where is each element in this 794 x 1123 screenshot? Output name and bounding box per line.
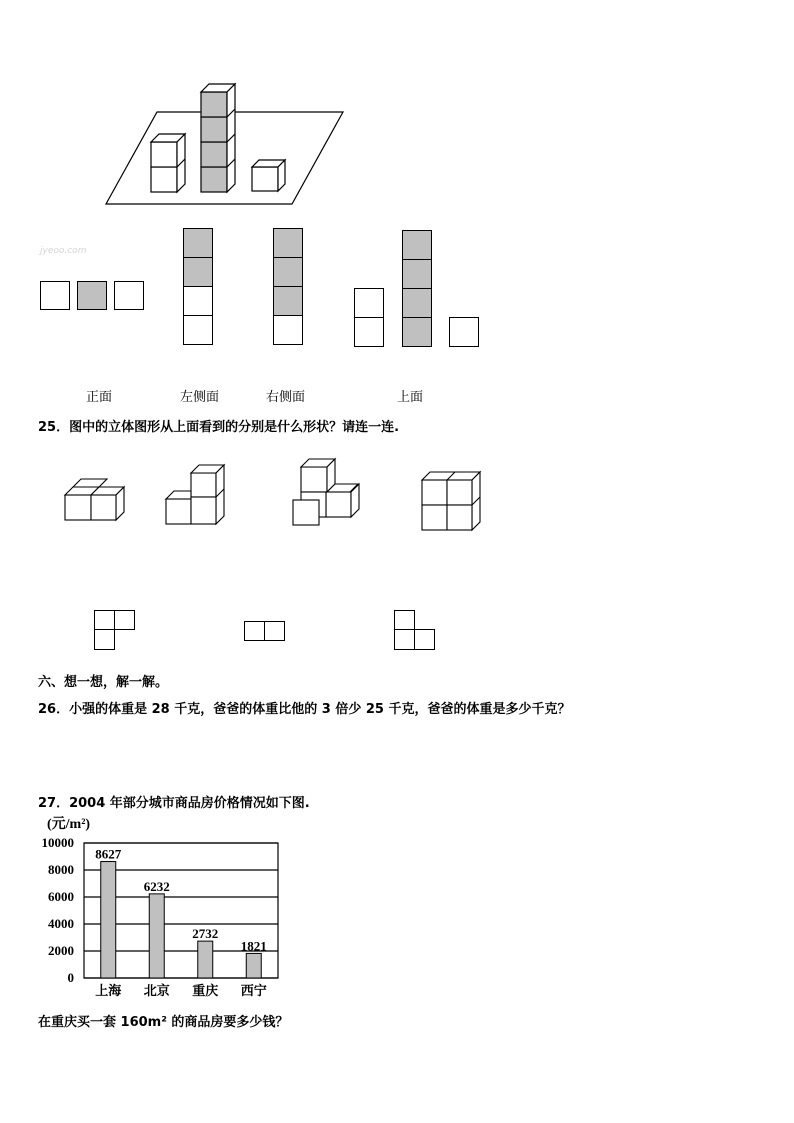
bar-value-label: 1821 [240,938,267,954]
chart-bar [246,953,261,978]
section6-title: 六、想一想，解一解。 [38,675,169,690]
q25-number: 25． [38,420,70,435]
y-axis-label: (元/m²) [47,817,91,832]
q27-question: 在重庆买一套 160m² 的商品房要多少钱？ [38,1015,289,1030]
y-tick-label: 0 [67,970,74,985]
watermark: jyeoo.com [40,246,87,256]
q27-body: 2004 年部分城市商品房价格情况如下图. [69,796,310,811]
q27-number: 27． [38,796,70,811]
chart-bar [101,862,116,978]
chart-bar [198,941,213,978]
bar-value-label: 8627 [95,846,122,862]
label-right: 右侧面 [266,390,306,405]
q26-number: 26． [38,702,70,717]
y-tick-label: 2000 [48,943,74,958]
y-tick-label: 8000 [48,862,74,877]
q26-body: 小强的体重是 28 千克，爸爸的体重比他的 3 倍少 25 千克，爸爸的体重是多少千克？ [69,702,571,717]
x-category-label: 北京 [143,984,170,999]
bar-value-label: 2732 [192,926,219,942]
label-left: 左侧面 [180,390,220,405]
x-category-label: 重庆 [192,984,219,999]
bar-value-label: 6232 [143,878,170,894]
y-tick-label: 4000 [48,916,74,931]
y-tick-label: 6000 [48,889,74,904]
x-category-label: 西宁 [240,984,267,999]
y-tick-label: 10000 [41,835,74,850]
label-front: 正面 [86,390,113,405]
q25-body: 图中的立体图形从上面看到的分别是什么形状？请连一连. [69,420,400,435]
label-top: 上面 [397,390,424,405]
chart-bar [149,894,164,978]
x-category-label: 上海 [95,984,122,999]
